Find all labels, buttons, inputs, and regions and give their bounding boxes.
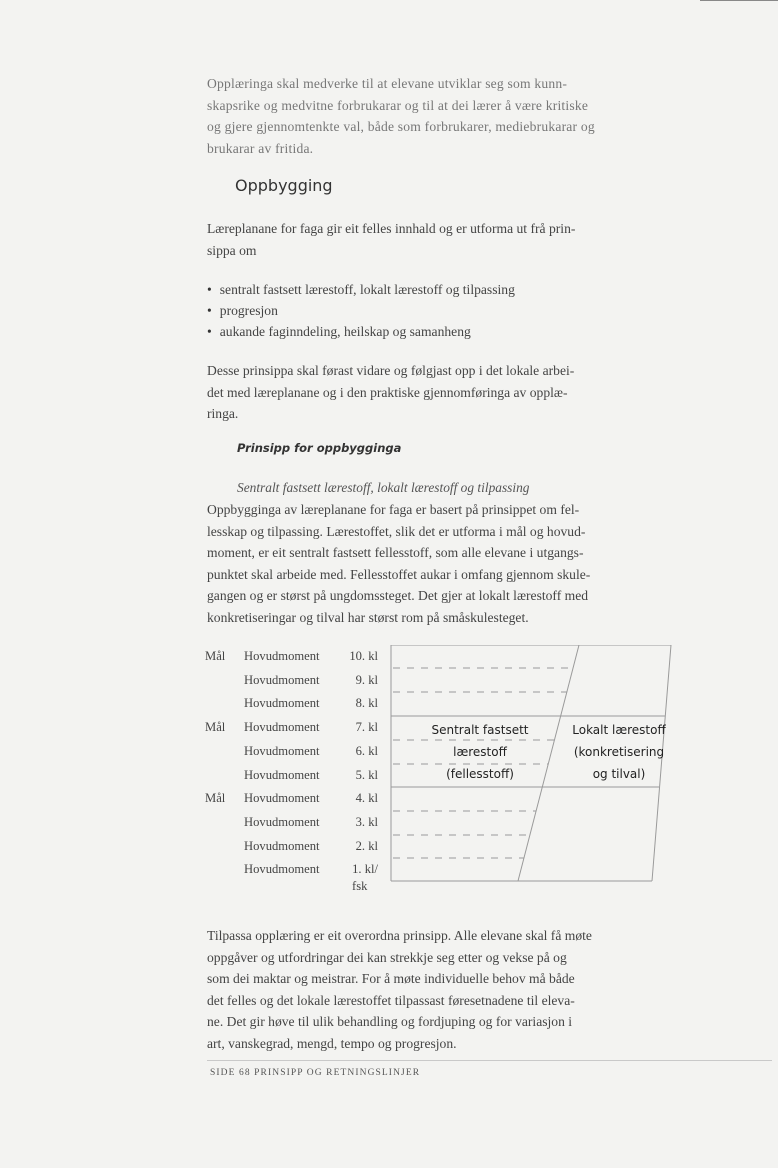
intro-paragraph: Opplæringa skal medverke til at elevane utviklar seg som kunn- skapsrike og medvitne forbrukarar og til at dei lærer å være kritiske og gjere gjennomtenkte val, både som forbrukarer, mediebrukarar og brukarar av fritida.	[207, 76, 595, 156]
level-kl: 9. kl	[355, 672, 378, 687]
level-kl: 2. kl	[355, 838, 378, 853]
level-kl: 3. kl	[355, 814, 378, 829]
level-kl: 1. kl/	[352, 862, 378, 877]
level-hm: Hovudmoment	[244, 838, 320, 853]
level-mal: Mål	[205, 649, 226, 663]
local-content-label: Lokalt lærestoff (konkretisering og tilval)	[572, 723, 666, 781]
bullet-item: • progresjon	[207, 300, 515, 321]
paragraph-3: Oppbygginga av læreplanane for faga er basert på prinsippet om fel- lesskap og tilpassing. Lærestoffet, slik det er utforma i mål og hovud- moment, er eit sentralt fastsett fellesstoff, som alle elevane i utgangs- punktet skal arbeide med. Fellesstoffet aukar i omfang gjennom skule- gangen og er størst på ungdomssteget. Det gjer at lokalt lærestoff med konkretiseringar og tilval har størst rom på småskulesteget.	[207, 502, 591, 625]
level-kl: 10. kl	[349, 649, 378, 663]
level-hm: Hovudmoment	[244, 862, 320, 877]
bullet-item: • aukande faginndeling, heilskap og samanheng	[207, 321, 515, 342]
central-content-label: Sentralt fastsett lærestoff (fellesstoff)	[431, 723, 529, 781]
paragraph-4: Tilpassa opplæring er eit overordna prinsipp. Alle elevane skal få møte oppgåver og utfordringar dei kan strekkje seg etter og vekse på og som dei maktar og meistrar. For å møte individuelle behov må både det felles og det lokale lærestoffet tilpassast føresetnadene til eleva- ne. Det gir høve til ulik behandling og fordjuping og for variasjon i art, vanskegrad, mengd, tempo og progresjon.	[207, 928, 592, 1051]
bullet-list	[207, 279, 515, 342]
italic-section-title: Sentralt fastsett lærestoff, lokalt lærestoff og tilpassing	[237, 480, 530, 495]
level-mal: Mål	[205, 720, 226, 735]
paragraph-1: Læreplanane for faga gir eit felles innhald og er utforma ut frå prin- sippa om	[207, 221, 576, 258]
level-hm: Hovudmoment	[244, 743, 320, 758]
level-hm: Hovudmoment	[244, 767, 320, 782]
level-kl: 7. kl	[355, 720, 378, 735]
curriculum-diagram	[205, 645, 675, 895]
level-mal: Mål	[205, 791, 226, 806]
page-footer: SIDE 68 PRINSIPP OG RETNINGSLINJER	[210, 1068, 421, 1078]
level-hm: Hovudmoment	[244, 696, 320, 711]
paragraph-2: Desse prinsippa skal førast vidare og følgjast opp i det lokale arbei- det med læreplanane og i den praktiske gjennomføringa av opplæ- ringa.	[207, 363, 575, 421]
level-suffix: fsk	[352, 879, 368, 893]
level-kl: 5. kl	[355, 767, 378, 782]
subheading: Prinsipp for oppbygginga	[237, 441, 402, 455]
level-kl: 8. kl	[355, 696, 378, 711]
top-rule	[700, 0, 778, 1]
level-hm: Hovudmoment	[244, 672, 320, 687]
bullet-item: • sentralt fastsett lærestoff, lokalt lærestoff og tilpassing	[207, 279, 515, 300]
level-hm: Hovudmoment	[244, 720, 320, 735]
level-hm: Hovudmoment	[244, 814, 320, 829]
level-hm: Hovudmoment	[244, 791, 320, 806]
section-heading: Oppbygging	[235, 176, 333, 195]
level-hm: Hovudmoment	[244, 649, 320, 663]
level-kl: 6. kl	[355, 743, 378, 758]
level-kl: 4. kl	[355, 791, 378, 806]
footer-rule	[207, 1060, 772, 1061]
